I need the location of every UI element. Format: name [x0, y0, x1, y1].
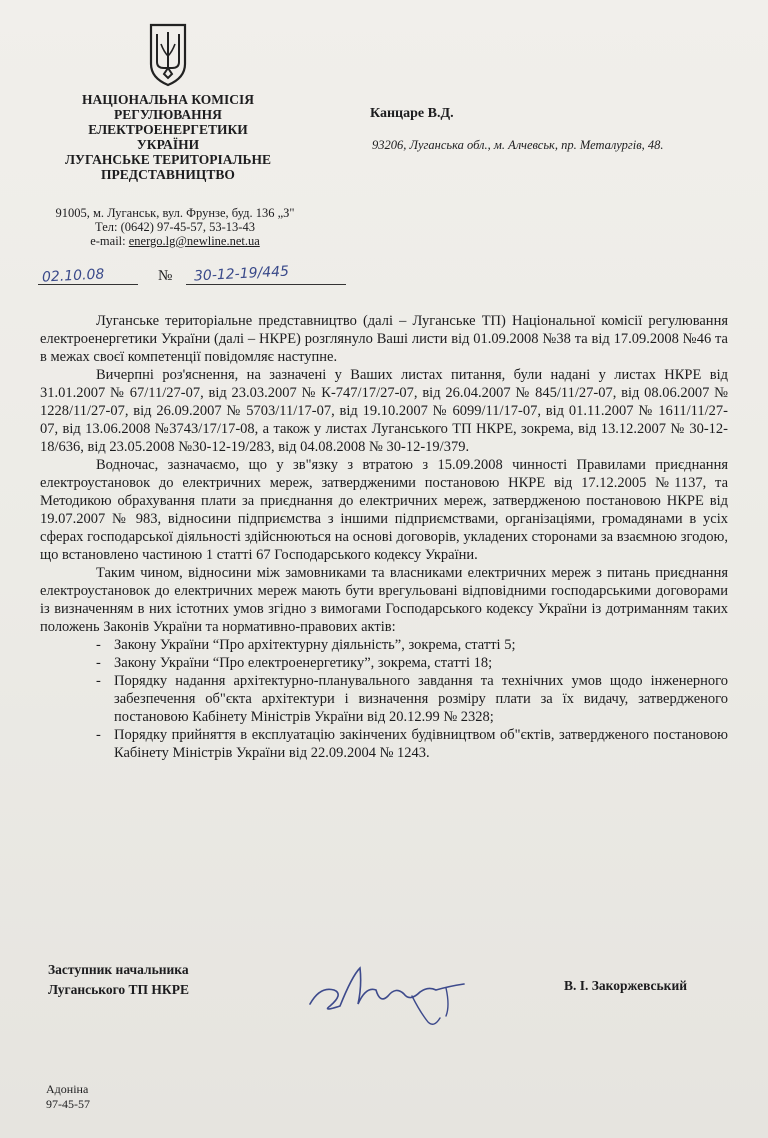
paragraph: Таким чином, відносини між замовниками та власниками електричних мереж з питань приєднання електроустановок до електричних мереж мають бути врегульовані відповідними господарськими договорами із визначенням в них істотних умов згідно з вимогами Господарського кодексу України із дотриманням таких положень Законів України та нормативно-правових актів: — [40, 565, 728, 635]
number-underline — [186, 284, 346, 285]
org-line-3: УКРАЇНИ — [136, 137, 200, 152]
position-line-2: Луганського ТП НКРЕ — [48, 982, 189, 997]
signer-position — [48, 960, 189, 1000]
number-sign: № — [158, 268, 173, 284]
paragraph: Вичерпні роз'яснення, на зазначені у Ваших листах питання, були надані у листах НКРЕ від 31.01.2007 № 67/11/27-07, від 23.03.2007 № К-747/17/27-07, від 26.04.2007 № 845/11/27-07, від 08.06.2007 № 1228/11/27-07, від 26.09.2007 № 5703/11/17-07, від 19.10.2007 № 6099/11/17-07, від 01.11.2007 № 1611/11/27-07, від 13.06.2008 №3743/17/17-08, а також у листах Луганського ТП НКРЕ, зокрема, від 13.12.2007 № 30-12-18/636, від 23.05.2008 №30-12-19/283, від 04.08.2008 № 30-12-19/379. — [40, 367, 728, 455]
registration-date: 02.10.08 — [41, 266, 105, 286]
executor-phone: 97-45-57 — [46, 1097, 90, 1111]
recipient-address: 93206, Луганська обл., м. Алчевськ, пр. Металургів, 48. — [372, 138, 664, 152]
signer-name: В. І. Закоржевський — [564, 978, 688, 993]
org-line-2: РЕГУЛЮВАННЯ ЕЛЕКТРОЕНЕРГЕТИКИ — [88, 107, 248, 137]
registration-number: 30-12-19/445 — [193, 263, 290, 285]
sender-email: energo.lg@newline.net.ua — [128, 234, 260, 248]
handwritten-signature — [300, 956, 480, 1036]
email-label: e-mail: — [90, 234, 129, 248]
registration-line — [38, 262, 318, 288]
division-line-2: ПРЕДСТАВНИЦТВО — [101, 167, 235, 182]
executor-info — [46, 1082, 90, 1112]
legal-acts-list — [40, 636, 728, 762]
sender-phone: Тел: (0642) 97-45-57, 53-13-43 — [95, 220, 255, 234]
sender-organization — [48, 92, 288, 152]
list-item: - Закону України “Про архітектурну діяльність”, зокрема, статті 5; — [40, 636, 728, 654]
sender-address: 91005, м. Луганськ, вул. Фрунзе, буд. 136 „З" — [55, 206, 295, 220]
list-item: - Закону України “Про електроенергетику”, зокрема, статті 18; — [40, 654, 728, 672]
list-item: - Порядку прийняття в експлуатацію закінчених будівництвом об"єктів, затвердженого постановою Кабінету Міністрів України від 22.09.2004 № 1243. — [40, 726, 728, 762]
executor-name: Адоніна — [46, 1082, 89, 1096]
sender-contacts — [50, 206, 300, 248]
letter-body — [40, 312, 728, 762]
org-line-1: НАЦІОНАЛЬНА КОМІСІЯ — [81, 92, 255, 107]
recipient-name: Канцаре В.Д. — [370, 106, 454, 121]
division-line-1: ЛУГАНСЬКЕ ТЕРИТОРІАЛЬНЕ — [64, 152, 271, 167]
trident-emblem-icon — [145, 22, 191, 88]
paragraph: Водночас, зазначаємо, що у зв"язку з втратою з 15.09.2008 чинності Правилами приєднання електроустановок до електричних мереж, затвердженими постановою НКРЕ від 17.12.2005 №1137, та Методикою обрахування плати за приєднання до електричних мереж, затвердженою постановою НКРЕ від 19.07.2007 № 983, відносини підприємства з іншими підприємствами, організаціями, громадянами в усіх сферах господарської діяльності здійснюються на основі договорів, укладених сторонами за взаємною згодою, що встановлено частиною 1 статті 67 Господарського кодексу України. — [40, 457, 728, 563]
paragraph: Луганське територіальне представництво (далі – Луганське ТП) Національної комісії регулювання електроенергетики України (далі – НКРЕ) розглянуло Ваші листи від 01.09.2008 №38 та від 17.09.2008 №46 та в межах своєї компетенції повідомляє наступне. — [40, 313, 728, 365]
list-item: - Порядку надання архітектурно-планувального завдання та технічних умов щодо інженерного забезпечення об"єкта архітектури і визначення розміру плати за їх видачу, затвердженого постановою Кабінету Міністрів України від 20.12.99 № 2328; — [40, 672, 728, 726]
sender-email-line — [50, 234, 300, 248]
sender-division — [48, 152, 288, 182]
position-line-1: Заступник начальника — [48, 962, 189, 977]
